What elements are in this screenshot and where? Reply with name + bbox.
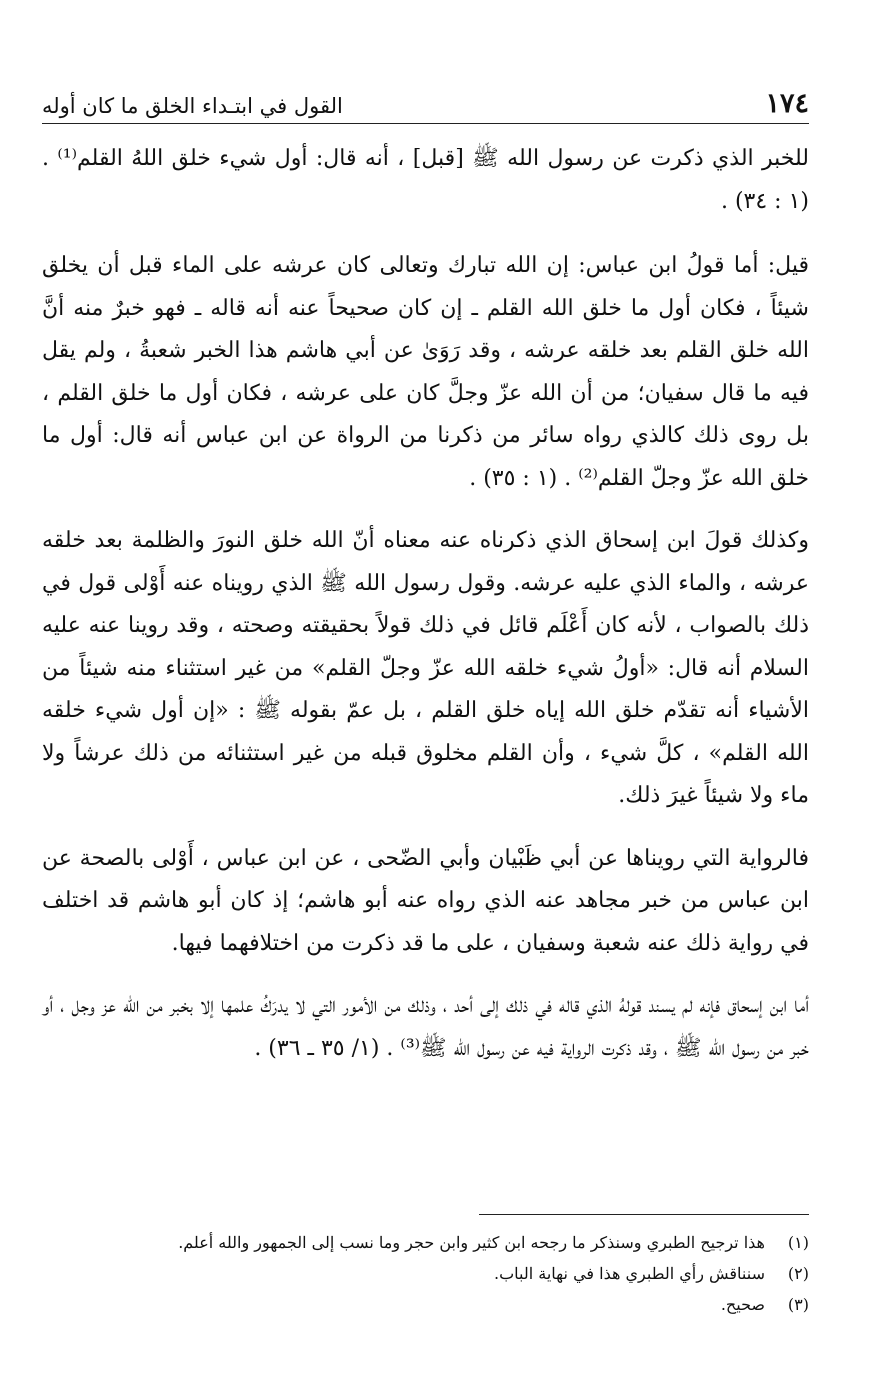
paragraph: أما ابن إسحاق فإنه لم يسند قولهُ الذي قاله في ذلك إلى أحد ، وذلك من الأمور التي لا يدرَكُ علمها إلا بخبر من الله عز وجل ، أو خبر من رسول الله ﷺ ، وقد ذكرت الرواية فيه عن رسول الله ﷺ⁽³⁾ . (١/ ٣٥ ـ ٣٦) .: [42, 993, 809, 1061]
book-page: [42, 78, 809, 1348]
page-number: ١٧٤: [765, 88, 809, 119]
footnote-number: (٣): [787, 1295, 809, 1314]
running-header: [42, 78, 809, 124]
footnote-text: هذا ترجيح الطبري وسنذكر ما رجحه ابن كثير وابن حجر وما نسب إلى الجمهور والله أعلم.: [178, 1233, 765, 1252]
footnotes: [42, 1214, 809, 1322]
paragraph: قيل: أما قولُ ابن عباس: إن الله تبارك وتعالى كان عرشه على الماء قبل أن يخلق شيئاً ، فكان أول ما خلق الله القلم ـ إن كان صحيحاً عنه أنه قاله ـ فهو خبرٌ منه أنَّ الله خلق القلم بعد خلقه عرشه ، وقد رَوَىٰ عن أبي هاشم هذا الخبر شعبةُ ، ولم يقل فيه ما قال سفيان؛ من أن الله عزّ وجلَّ كان على عرشه ، فكان أول ما خلق القلم ، بل روى ذلك كالذي رواه سائر من ذكرنا من الرواة عن ابن عباس أنه قال: أول ما خلق الله عزّ وجلّ القلم⁽²⁾ . (١ : ٣٥) .: [42, 253, 809, 491]
footnote: [42, 1260, 809, 1288]
footnote: [42, 1291, 809, 1319]
footnote: [42, 1229, 809, 1257]
footnote-text: صحيح.: [720, 1295, 765, 1314]
footnote-text: سنناقش رأي الطبري هذا في نهاية الباب.: [494, 1264, 765, 1283]
paragraph: فالرواية التي رويناها عن أبي ظَبْيان وأبي الضّحى ، عن ابن عباس ، أَوْلى بالصحة عن ابن عباس من خبر مجاهد عنه الذي رواه عنه أبو هاشم؛ إذ كان أبو هاشم قد اختلف في رواية ذلك عنه شعبة وسفيان ، على ما قد ذكرت من اختلافهما فيها.: [42, 845, 809, 956]
footnote-number: (٢): [787, 1264, 809, 1283]
footnote-number: (١): [787, 1233, 809, 1252]
paragraph: وكذلك قولَ ابن إسحاق الذي ذكرناه عنه معناه أنّ الله خلق النورَ والظلمة بعد خلقه عرشه ، والماء الذي عليه عرشه. وقول رسول الله ﷺ الذي رويناه عنه أَوْلى قول في ذلك بالصواب ، لأنه كان أَعْلَم قائل في ذلك قولاً بحقيقته وصحته ، وقد روينا عنه عليه السلام أنه قال: «أولُ شيء خلقه الله عزّ وجلّ القلم» من غير استثناء منه شيئاً من الأشياء أنه تقدّم خلق الله إياه خلق القلم ، بل عمّ بقوله ﷺ : «إن أول شيء خلقه الله القلم» ، كلَّ شيء ، وأن القلم مخلوق قبله من غير استثنائه من ذلك عرشاً ولا ماء ولا شيئاً غيرَ ذلك.: [42, 528, 809, 808]
body-text: [42, 138, 809, 1070]
paragraph: للخبر الذي ذكرت عن رسول الله ﷺ [قبل] ، أنه قال: أول شيء خلق اللهُ القلم⁽¹⁾ . (١ : ٣٤) .: [42, 146, 809, 214]
footnote-divider: [479, 1214, 809, 1215]
chapter-title: القول في ابتـداء الخلق ما كان أوله: [42, 94, 343, 118]
